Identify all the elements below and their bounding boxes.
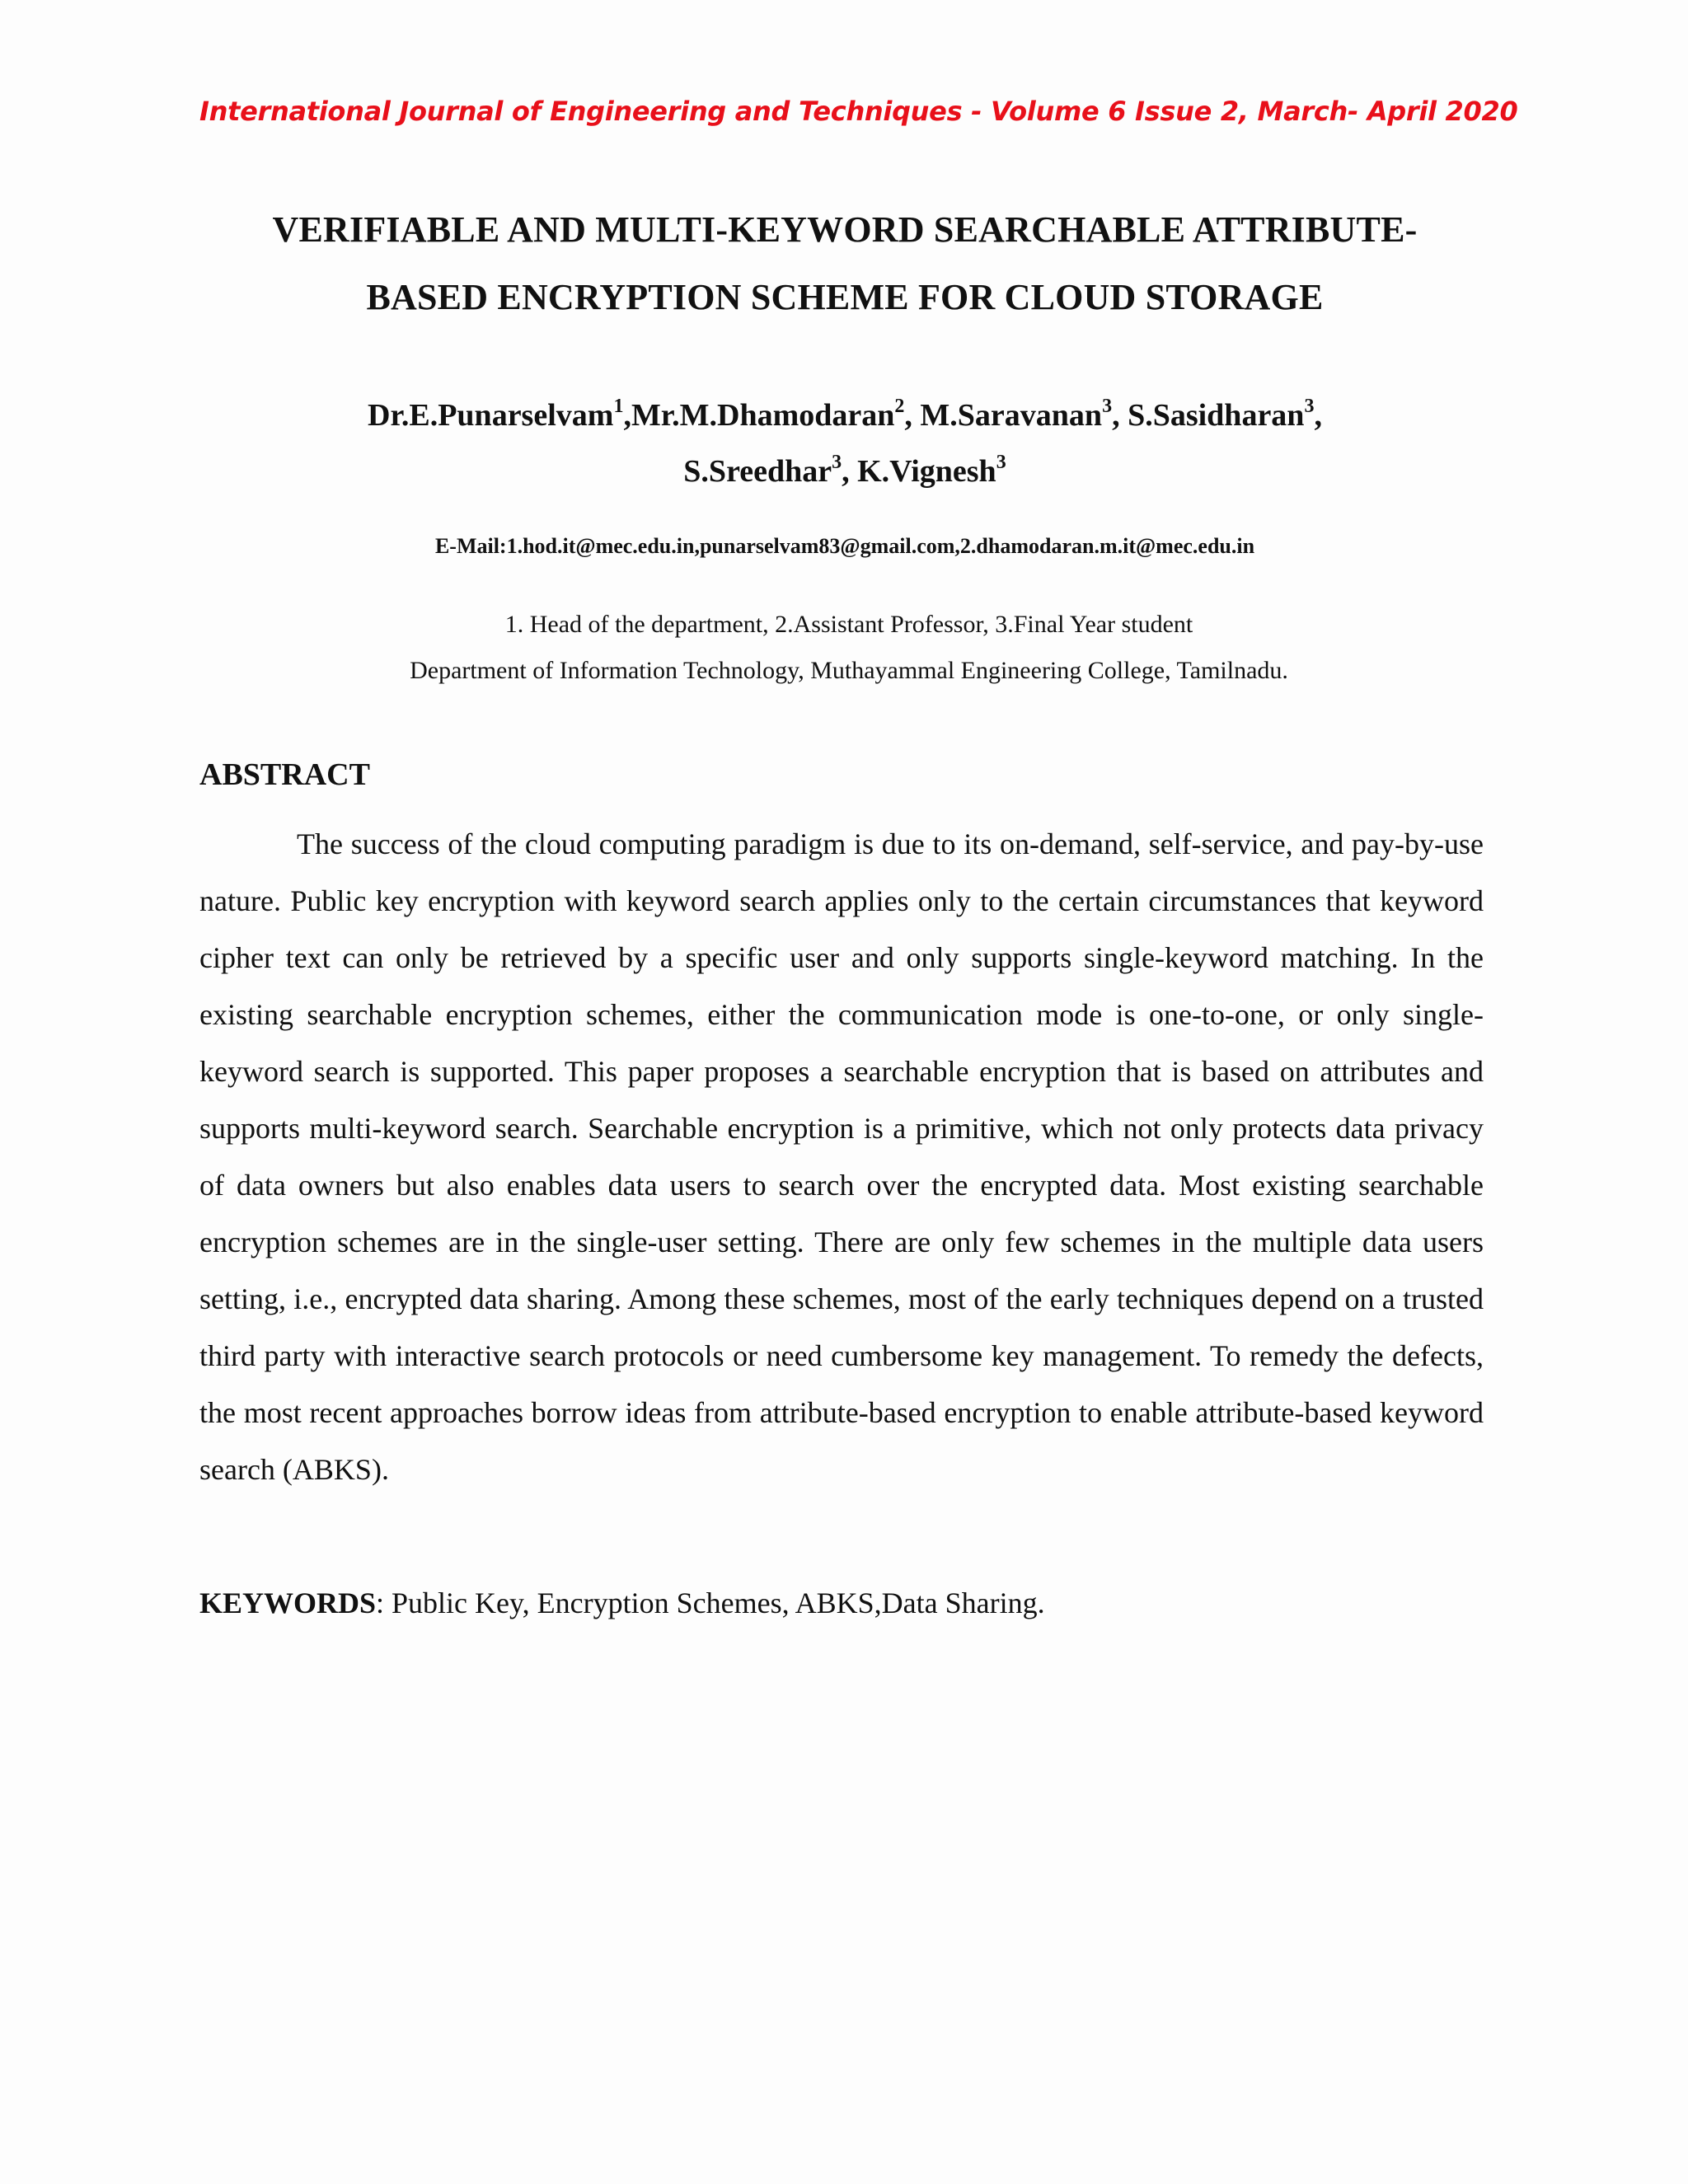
author-affiliation-mark: 3 [832,452,842,473]
author-name: K.Vignesh [857,454,996,489]
author-name: S.Sreedhar [683,454,832,489]
author-affiliation-mark: 3 [1102,396,1113,417]
affiliation-roles: 1. Head of the department, 2.Assistant Professor, 3.Final Year student [504,611,1193,638]
keywords [199,1586,1484,1620]
journal-header: International Journal of Engineering and Techniques - Volume 6 Issue 2, March- April 2020 [199,96,1518,127]
affiliation-department: Department of Information Technology, Muthayammal Engineering College, Tamilnadu. [410,657,1288,684]
title-line-1: VERIFIABLE AND MULTI-KEYWORD SEARCHABLE ATTRIBUTE- [272,209,1418,250]
author-line-2 [148,443,1541,499]
author-separator: , [904,398,921,433]
author-affiliation-mark: 1 [613,396,624,417]
author-affiliation-mark: 3 [1304,396,1315,417]
paper-title [148,196,1541,331]
title-line-2: BASED ENCRYPTION SCHEME FOR CLOUD STORAGE [366,277,1324,317]
author-emails: E-Mail:1.hod.it@mec.edu.in,punarselvam83@gmail.com,2.dhamodaran.m.it@mec.edu.in [434,534,1255,558]
author-name: M.Saravanan [920,398,1103,433]
keywords-text: : Public Key, Encryption Schemes, ABKS,Data Sharing. [376,1586,1045,1619]
author-line-1 [148,387,1541,443]
abstract-body: The success of the cloud computing paradigm is due to its on-demand, self-service, and pay-by-use nature. Public key encryption with keyword search applies only to the certain circumstances that keyword cipher text can only be retrieved by a specific user and only supports single-keyword matching. In the existing searchable encryption schemes, either the communication mode is one-to-one, or only single-keyword search is supported. This paper proposes a searchable encryption that is based on attributes and supports multi-keyword search. Searchable encryption is a primitive, which not only protects data privacy of data owners but also enables data users to search over the encrypted data. Most existing searchable encryption schemes are in the single-user setting. There are only few schemes in the multiple data users setting, i.e., encrypted data sharing. Among these schemes, most of the early techniques depend on a trusted third party with interactive search protocols or need cumbersome key management. To remedy the defects, the most recent approaches borrow ideas from attribute-based encryption to enable attribute-based keyword search (ABKS). [199,827,1484,1486]
author-name: S.Sasidharan [1128,398,1305,433]
author-name: Dr.E.Punarselvam [368,398,614,433]
author-list [148,387,1541,499]
author-name: Mr.M.Dhamodaran [631,398,895,433]
author-separator: , [842,454,858,489]
affiliation [148,602,1550,694]
abstract-heading: ABSTRACT [199,757,370,792]
keywords-label: KEYWORDS [199,1586,377,1619]
author-separator: , [623,398,631,433]
author-affiliation-mark: 3 [996,452,1006,473]
author-separator: , [1314,398,1322,433]
author-separator: , [1112,398,1128,433]
author-affiliation-mark: 2 [894,396,905,417]
